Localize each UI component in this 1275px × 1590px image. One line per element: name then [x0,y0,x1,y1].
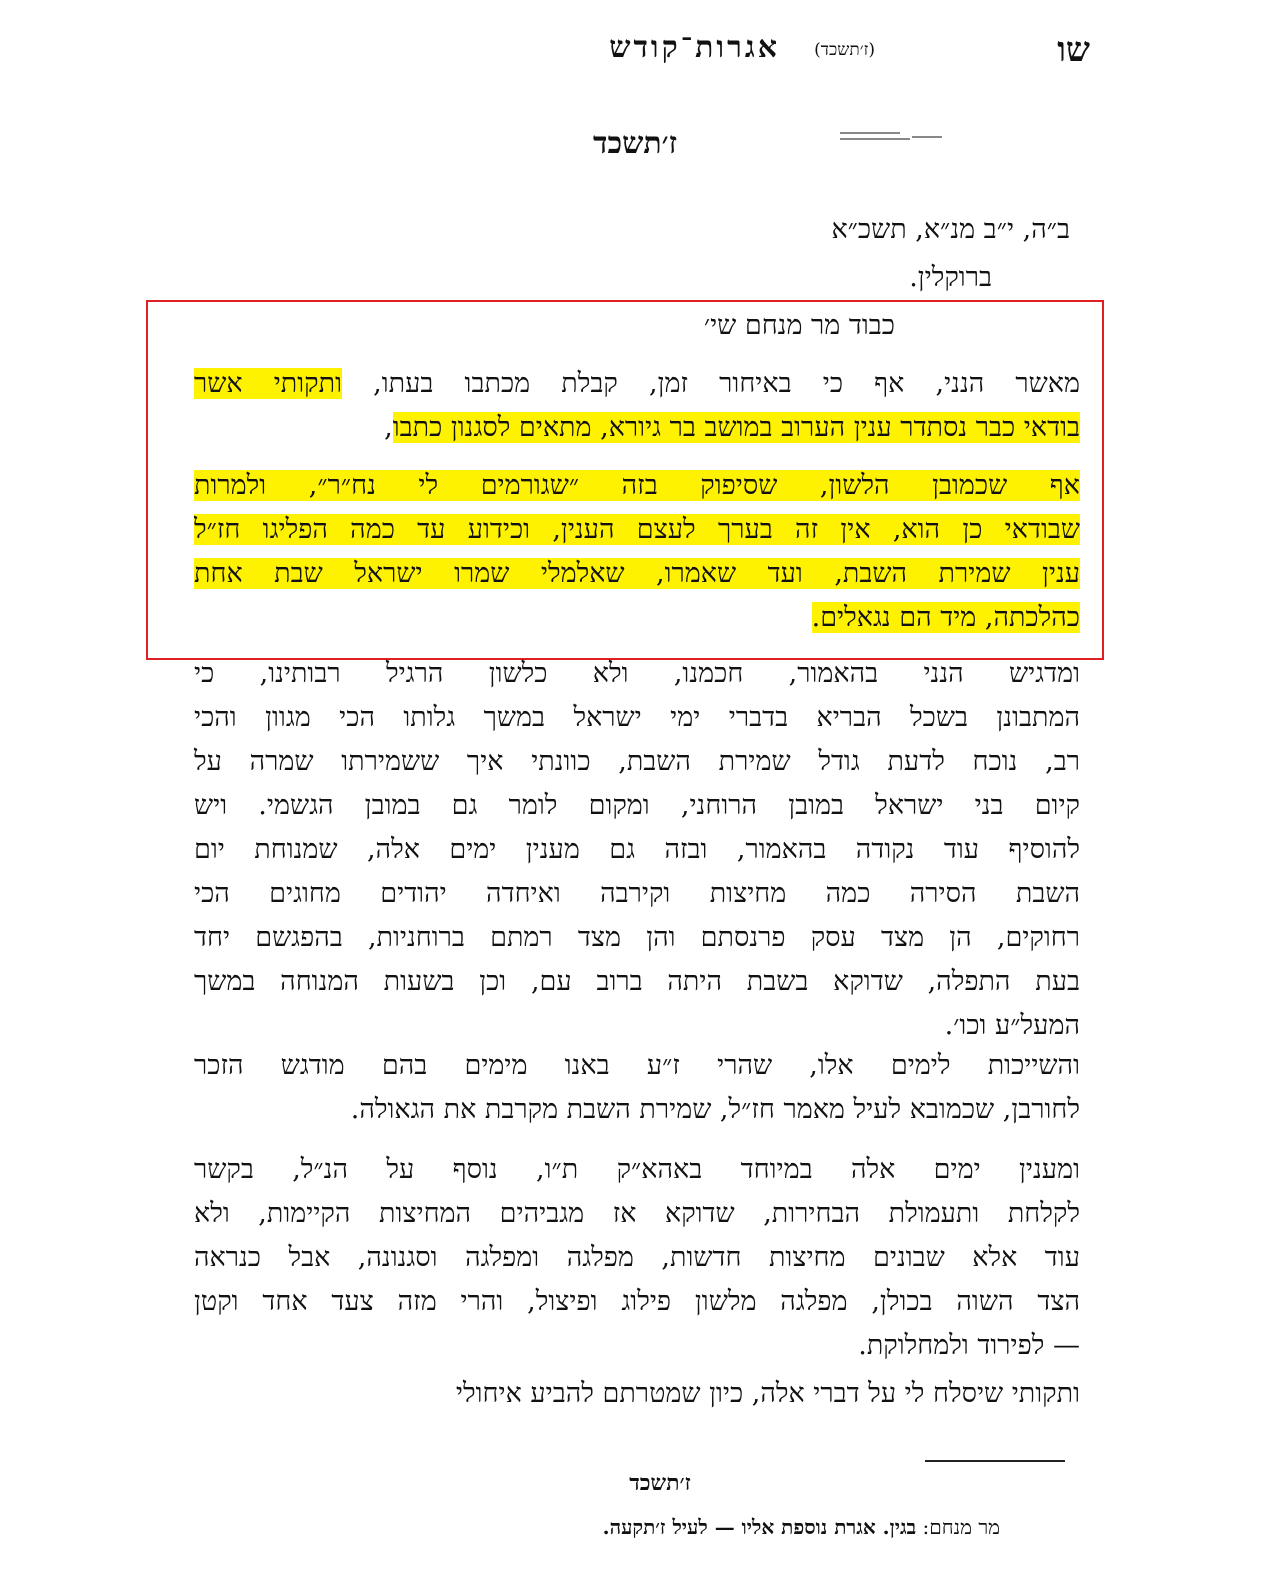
text-line [194,1004,1080,1048]
text-line [194,552,1080,596]
text-run: רחוקים, הן מצד עסק פרנסתם והן מצד רמתם ברוחניות, בהפגשם יחד [194,922,1080,953]
highlighted-text: ענין שמירת השבת, ועד שאמרו, שאלמלי שמרו ישראל שבת אחת [194,558,1081,589]
text-line [194,464,1080,508]
text-line [194,1192,1080,1236]
dateline [831,206,1070,302]
letter-code: ז׳תשכד [593,126,677,161]
text-run: לחורבן, שכמובא לעיל מאמר חז״ל, שמירת השבת מקרבת את הגאולה. [350,1094,1080,1125]
text-line [194,1372,1080,1416]
text-run: מאשר הנני, אף כי באיחור זמן, קבלת מכתבו בעתו, [342,368,1080,399]
text-line [194,1088,1080,1132]
text-line [194,1236,1080,1280]
text-line [194,406,1080,450]
text-run: לקלחת ותעמולת הבחירות, שדוקא אז מגביהים המחיצות הקיימות, ולא [194,1198,1080,1229]
text-run: הצד השוה בכולן, מפלגה מלשון פילוג ופיצול, והרי מזה צעד אחד וקטן [194,1286,1080,1317]
text-run: המתבונן בשכל הבריא בדברי ימי ישראל במשך גלותו הכי מגוון והכי [194,702,1080,733]
text-line [194,1324,1080,1368]
footnote-text: בגין. אגרת נוספת אליו — לעיל ז׳תקעה. [602,1515,917,1539]
paragraph-connection [194,1044,1080,1132]
text-line [194,652,1080,696]
text-line [194,508,1080,552]
text-line [194,362,1080,406]
text-line [194,1280,1080,1324]
text-line [194,740,1080,784]
text-line [194,960,1080,1004]
highlighted-text: אף שכמובן הלשון, שסיפוק בזה ״שגורמים לי נח״ר״, ולמרות [194,470,1080,501]
text-line [194,596,1080,640]
footnote-rule [925,1460,1065,1462]
text-run: — לפירוד ולמחלוקת. [858,1330,1080,1361]
text-run: קיום בני ישראל במובן הרוחני, ומקום לומר גם במובן הגשמי. ויש [194,790,1080,821]
scan-artifact-stamp [840,130,950,144]
footnote-code: ז׳תשכד [629,1470,691,1496]
text-line [194,916,1080,960]
footnote-label: מר מנחם: [922,1515,1000,1539]
letter-date: ב״ה, י״ב מנ״א, תשכ״א [831,214,1070,245]
text-run: , [384,412,393,443]
text-run: ומדגיש הנני בהאמור, חכמנו, ולא כלשון הרגיל רבותינו, כי [194,658,1080,689]
paragraph-shabbat [194,464,1080,640]
text-run: רב, נוכח לדעת גודל שמירת השבת, כוונתי איך ששמירתו שמרה על [194,746,1080,777]
paragraph-opening [194,362,1080,450]
paragraph-closing [194,1372,1080,1416]
running-title: אגרות־קודש [609,30,780,65]
text-run: בעת התפלה, שדוקא בשבת היתה ברוב עם, וכן בשעות המנוחה במשך [194,966,1080,997]
text-line [194,872,1080,916]
text-run: והשייכות לימים אלו, שהרי ז״ע באנו מימים בהם מודגש הזכר [194,1050,1080,1081]
footnote [603,1515,1000,1540]
text-line [194,1044,1080,1088]
highlighted-text: כהלכתה, מיד הם נגאלים. [811,602,1080,633]
text-run: השבת הסירה כמה מחיצות וקירבה ואיחדה יהודים מחוגים הכי [194,878,1080,909]
text-line [194,1148,1080,1192]
paragraph-emphasis [194,652,1080,1048]
page-number: שו [1057,30,1090,70]
salutation: כבוד מר מנחם שי׳ [703,310,895,341]
highlighted-text: בודאי כבר נסתדר ענין הערוב במושב בר גיורא, מתאים לסגנון כתבו [392,412,1080,443]
highlighted-text: ותקותי אשר [194,368,343,399]
page-header [480,22,1100,70]
paragraph-elections [194,1148,1080,1368]
text-run: עוד אלא שבונים מחיצות חדשות, מפלגה ומפלגה וסגנונה, אבל כנראה [194,1242,1080,1273]
text-line [194,696,1080,740]
text-run: המעל״ע וכו׳. [944,1010,1080,1041]
letter-place: ברוקלין. [909,262,992,293]
highlighted-text: שבודאי כן הוא, אין זה בערך לעצם הענין, וכידוע עד כמה הפליגו חז״ל [194,514,1080,545]
text-line [194,784,1080,828]
running-subtitle: (ז׳תשכד) [814,40,875,60]
text-run: ומענין ימים אלה במיוחד באהא״ק ת״ו, נוסף על הנ״ל, בקשר [194,1154,1080,1185]
text-run: להוסיף עוד נקודה בהאמור, ובזה גם מענין ימים אלה, שמנוחת יום [194,834,1080,865]
text-line [194,828,1080,872]
text-run: ותקותי שיסלח לי על דברי אלה, כיון שמטרתם להביע איחולי [455,1378,1080,1409]
